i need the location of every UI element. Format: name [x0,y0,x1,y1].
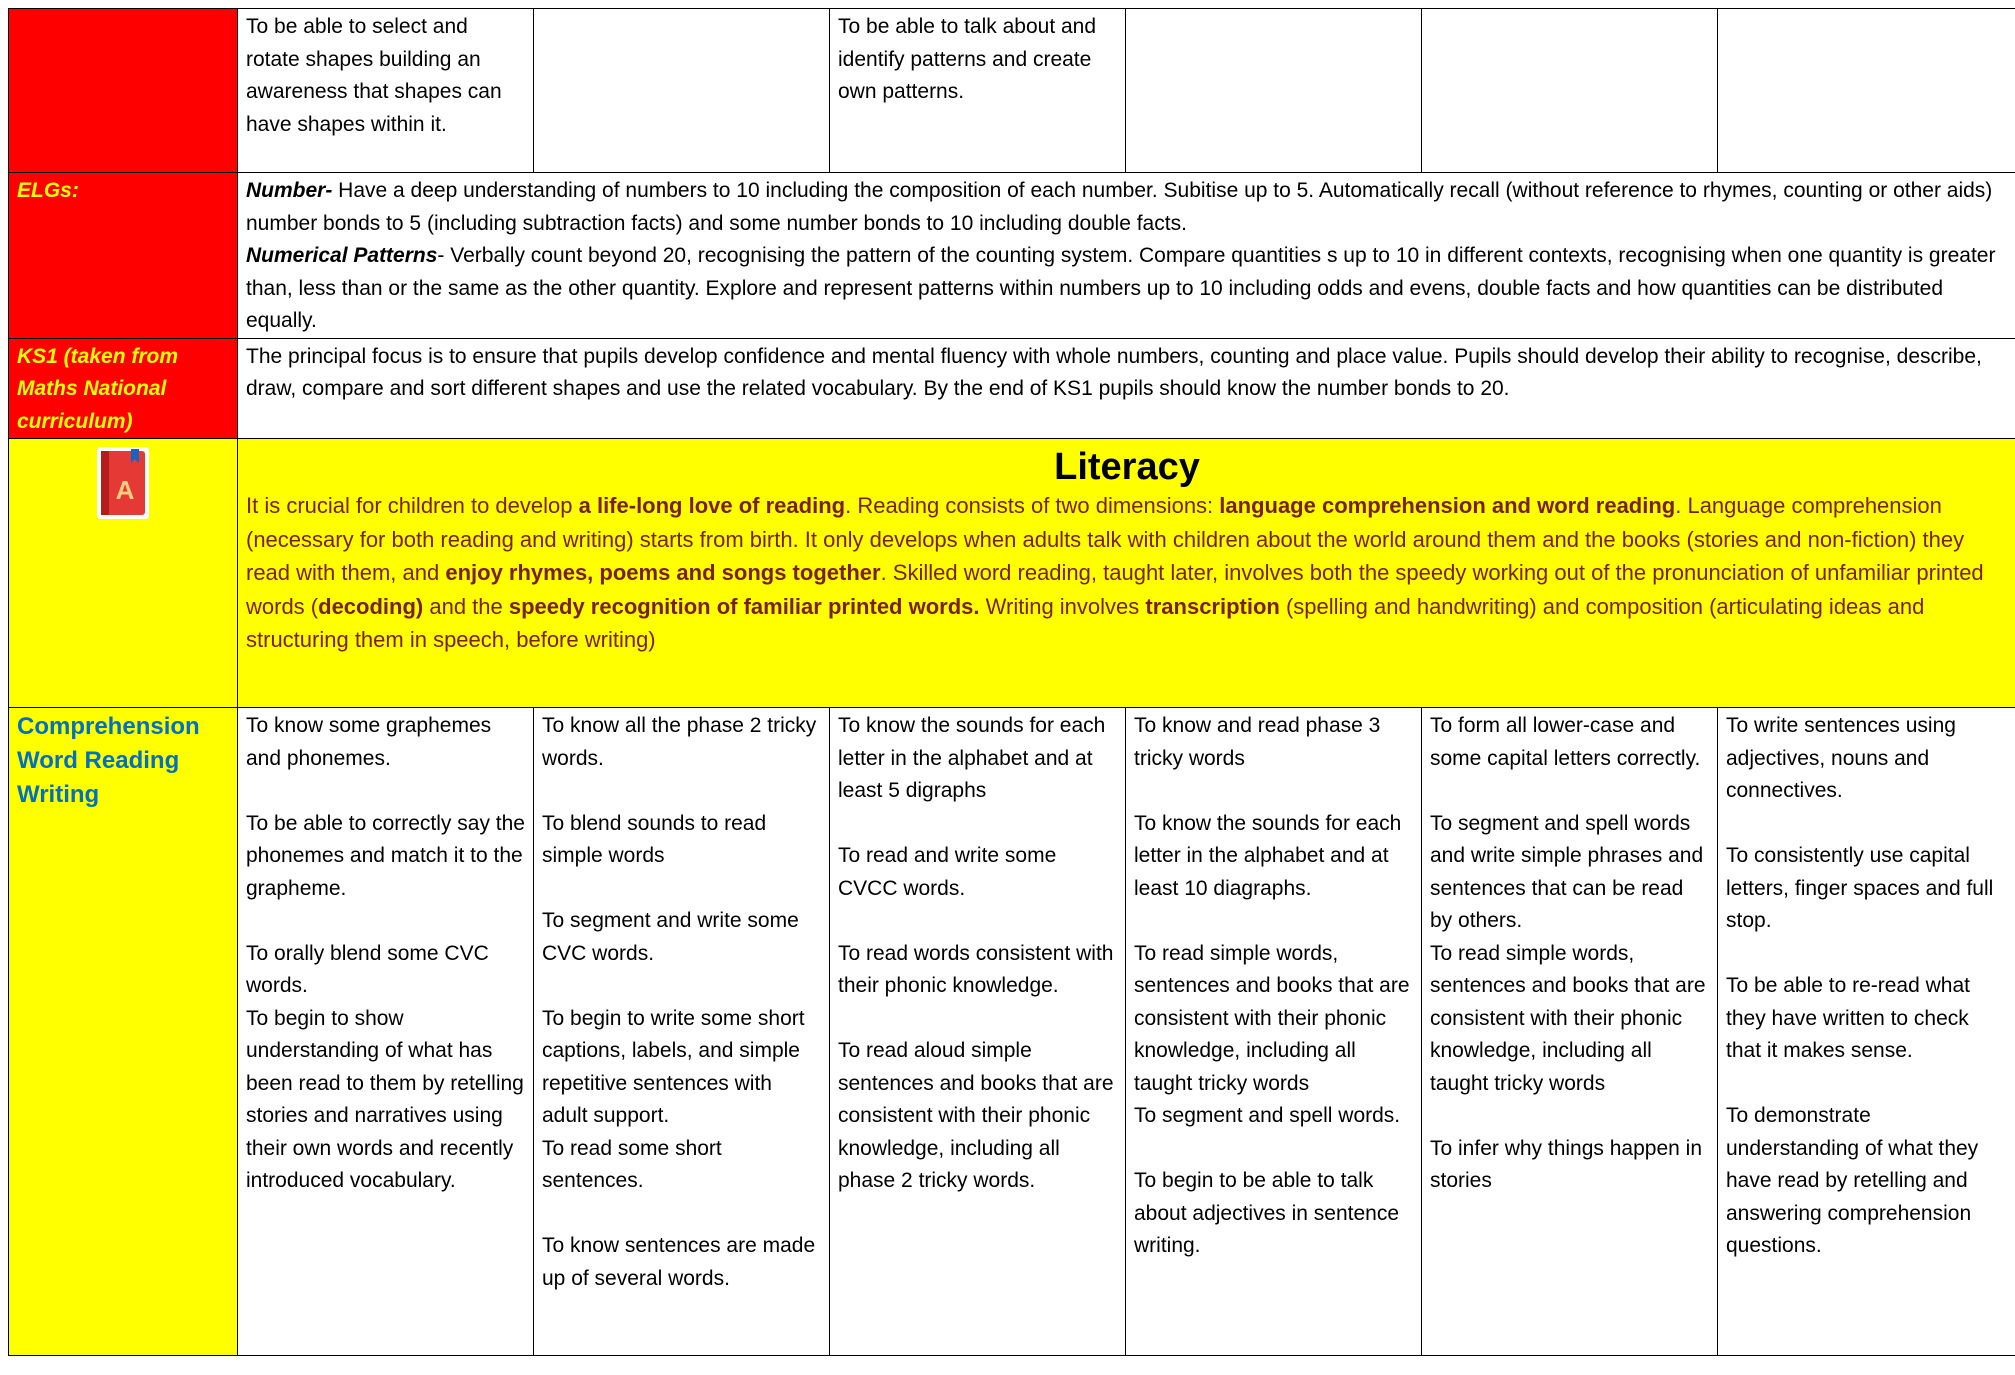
patterns-text: - Verbally count beyond 20, recognising the pattern of the counting system. Compare quantities s up to 10 in different contexts, recognising when one quantity is greater than, less than or the same as the other quantity. Explore and represent patterns within numbers up to 10 including odds and evens, double facts and how quantities can be distributed equally. [246,244,1996,332]
ks1-label: KS1 (taken from Maths National curriculum) [17,344,179,433]
literacy-objective-cell: To know some graphemes and phonemes. To be able to correctly say the phonemes and match it to the grapheme. To orally blend some CVC words. To begin to show understanding of what has been read to them by retelling stories and narratives using their own words and recently introduced vocabulary. [238,708,534,1356]
number-heading: Number- [246,179,333,202]
book-letter-a-icon [97,447,149,519]
objective-cell [1718,9,2015,173]
literacy-content-cell [238,439,2015,708]
objective-cell [1422,9,1718,173]
ks1-label-cell [9,338,238,439]
literacy-row [9,439,2015,708]
objective-cell: To be able to talk about and identify patterns and create own patterns. [830,9,1126,173]
objective-cell: To be able to select and rotate shapes building an awareness that shapes can have shapes within it. [238,9,534,173]
elgs-row [9,173,2015,339]
elgs-label: ELGs: [17,179,79,202]
objective-cell [534,9,830,173]
literacy-objectives-row [9,708,2015,1356]
strand-word-reading: Word Reading [17,747,180,774]
literacy-objective-cell: To know the sounds for each letter in the alphabet and at least 5 digraphs To read and write some CVCC words. To read words consistent with their phonic knowledge. To read aloud simple sentences and books that are consistent with their phonic knowledge, including all phase 2 tricky words. [830,708,1126,1356]
literacy-icon-cell [9,439,238,708]
literacy-objective-cell: To write sentences using adjectives, nouns and connectives. To consistently use capital letters, finger spaces and full stop. To be able to re-read what they have written to check that it makes sense. To demonstrate understanding of what they have read by retelling and answering comprehension questions. [1718,708,2015,1356]
literacy-title: Literacy [1054,446,1200,488]
ks1-text: The principal focus is to ensure that pupils develop confidence and mental fluency with whole numbers, counting and place value. Pupils should develop their ability to recognise, describe, draw, compare and sort different shapes and use the related vocabulary. By the end of KS1 pupils should know the number bonds to 20. [246,344,1982,400]
strand-label-cell [9,708,238,1356]
ks1-row [9,338,2015,439]
patterns-heading: Numerical Patterns [246,244,438,267]
elgs-content-cell [238,173,2015,339]
literacy-description: It is crucial for children to develop a life-long love of reading. Reading consists of two dimensions: language comprehension and word reading. Language comprehension (necessary for both reading and writing) starts from birth. It only develops when adults talk with children about the world around them and the books (stories and non-fiction) they read with them, and enjoy rhymes, poems and songs together. Skilled word reading, taught later, involves both the speedy working out of the pronunciation of unfamiliar printed words (decoding) and the speedy recognition of familiar printed words. Writing involves transcription (spelling and handwriting) and composition (articulating ideas and structuring them in speech, before writing) [246,493,1984,652]
ks1-content-cell [238,338,2015,439]
curriculum-table [8,8,2015,1356]
literacy-objective-cell: To know and read phase 3 tricky words To know the sounds for each letter in the alphabet and at least 10 diagraphs. To read simple words, sentences and books that are consistent with their phonic knowledge, including all taught tricky words To segment and spell words. To begin to be able to talk about adjectives in sentence writing. [1126,708,1422,1356]
literacy-objective-cell: To know all the phase 2 tricky words. To blend sounds to read simple words To segment and write some CVC words. To begin to write some short captions, labels, and simple repetitive sentences with adult support. To read some short sentences. To know sentences are made up of several words. [534,708,830,1356]
strand-comprehension: Comprehension [17,713,200,740]
elgs-label-cell [9,173,238,339]
objective-cell [1126,9,1422,173]
maths-objectives-row [9,9,2015,173]
svg-text:A: A [115,475,135,505]
maths-label-cell [9,9,238,173]
number-text: Have a deep understanding of numbers to 10 including the composition of each number. Subitise up to 5. Automatically recall (without reference to rhymes, counting or other aids) number bonds to 5 (including subtraction facts) and some number bonds to 10 including double facts. [246,179,1993,235]
literacy-objective-cell: To form all lower-case and some capital letters correctly. To segment and spell words and write simple phrases and sentences that can be read by others. To read simple words, sentences and books that are consistent with their phonic knowledge, including all taught tricky words To infer why things happen in stories [1422,708,1718,1356]
strand-writing: Writing [17,781,100,808]
